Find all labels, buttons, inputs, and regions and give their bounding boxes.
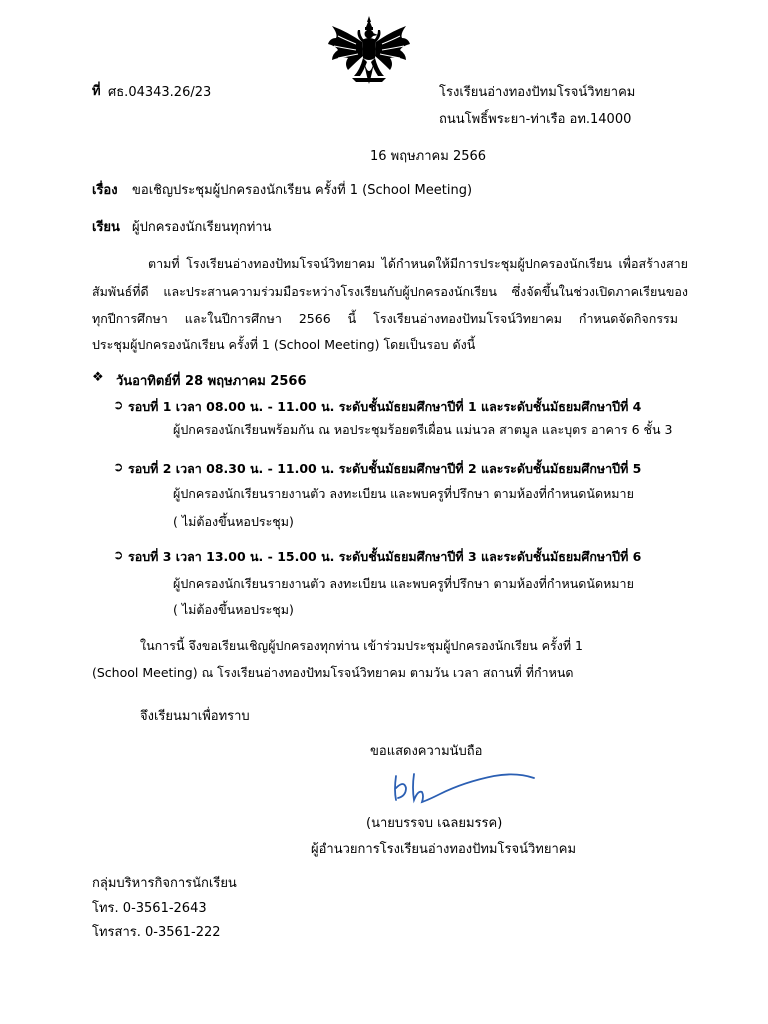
signer-name: (นายบรรจบ เฉลยมรรค) xyxy=(366,816,503,831)
closing-line-2: (School Meeting) ณ โรงเรียนอ่างทองปัทมโรจน์วิทยาคม ตามวัน เวลา สถานที่ ที่กำหนด xyxy=(92,665,574,680)
arrow-bullet-icon: ➲ xyxy=(113,547,124,562)
round-3-title: รอบที่ 3 เวลา 13.00 น. - 15.00 น. ระดับชั้นมัธยมศึกษาปีที่ 3 และระดับชั้นมัธยมศึกษาปีที่ 6 xyxy=(128,549,642,564)
closing-line-1: ในการนี้ จึงขอเรียนเชิญผู้ปกครองทุกท่าน เข้าร่วมประชุมผู้ปกครองนักเรียน ครั้งที่ 1 xyxy=(140,638,584,653)
inform-line: จึงเรียนมาเพื่อทราบ xyxy=(140,709,250,724)
round-3-note: ( ไม่ต้องขึ้นหอประชุม) xyxy=(173,602,294,617)
paragraph-line-4: ประชุมผู้ปกครองนักเรียน ครั้งที่ 1 (School Meeting) โดยเป็นรอบ ดังนี้ xyxy=(92,337,476,352)
arrow-bullet-icon: ➲ xyxy=(113,459,124,474)
department: กลุ่มบริหารกิจการนักเรียน xyxy=(92,876,237,891)
paragraph-line-2: สัมพันธ์ที่ดี และประสานความร่วมมือระหว่างโรงเรียนกับผู้ปกครองนักเรียน ซึ่งจัดขึ้นในช่วงเปิดภาคเรียนของ xyxy=(92,284,688,299)
meeting-day: วันอาทิตย์ที่ 28 พฤษภาคม 2566 xyxy=(116,374,307,389)
regards: ขอแสดงความนับถือ xyxy=(370,744,483,759)
phone-number: โทร. 0-3561-2643 xyxy=(92,901,207,916)
garuda-emblem xyxy=(326,14,412,88)
reference-label: ที่ xyxy=(92,84,101,99)
letter-date: 16 พฤษภาคม 2566 xyxy=(370,149,487,164)
salutation-label: เรียน xyxy=(92,220,120,235)
paragraph-line-1: ตามที่ โรงเรียนอ่างทองปัทมโรจน์วิทยาคม ได้กำหนดให้มีการประชุมผู้ปกครองนักเรียน เพื่อสร้างสาย xyxy=(148,256,688,271)
fax-number: โทรสาร. 0-3561-222 xyxy=(92,925,221,940)
round-2-title: รอบที่ 2 เวลา 08.30 น. - 11.00 น. ระดับชั้นมัธยมศึกษาปีที่ 2 และระดับชั้นมัธยมศึกษาปีที่ 5 xyxy=(128,461,642,476)
round-3-detail: ผู้ปกครองนักเรียนรายงานตัว ลงทะเบียน และพบครูที่ปรึกษา ตามห้องที่กำหนดนัดหมาย xyxy=(173,576,634,591)
school-address: ถนนโพธิ์พระยา-ท่าเรือ อท.14000 xyxy=(439,112,632,127)
school-name: โรงเรียนอ่างทองปัทมโรจน์วิทยาคม xyxy=(439,85,636,100)
round-1-title: รอบที่ 1 เวลา 08.00 น. - 11.00 น. ระดับชั้นมัธยมศึกษาปีที่ 1 และระดับชั้นมัธยมศึกษาปีที่ 4 xyxy=(128,399,642,414)
signer-position: ผู้อำนวยการโรงเรียนอ่างทองปัทมโรจน์วิทยาคม xyxy=(311,842,577,857)
arrow-bullet-icon: ➲ xyxy=(113,397,124,412)
signature-image xyxy=(384,766,540,810)
paragraph-line-3: ทุกปีการศึกษา และในปีการศึกษา 2566 นี้ โรงเรียนอ่างทองปัทมโรจน์วิทยาคม กำหนดจัดกิจกรรม xyxy=(92,311,678,326)
subject-text: ขอเชิญประชุมผู้ปกครองนักเรียน ครั้งที่ 1 (School Meeting) xyxy=(132,183,473,198)
round-2-detail: ผู้ปกครองนักเรียนรายงานตัว ลงทะเบียน และพบครูที่ปรึกษา ตามห้องที่กำหนดนัดหมาย xyxy=(173,486,634,501)
reference-number: ศธ.04343.26/23 xyxy=(108,85,212,100)
round-2-note: ( ไม่ต้องขึ้นหอประชุม) xyxy=(173,514,294,529)
subject-label: เรื่อง xyxy=(92,183,118,198)
salutation-text: ผู้ปกครองนักเรียนทุกท่าน xyxy=(132,220,272,235)
round-1-detail: ผู้ปกครองนักเรียนพร้อมกัน ณ หอประชุมร้อยตรีเผื่อน แม่นวล สาตมูล และบุตร อาคาร 6 ชั้น 3 xyxy=(173,422,673,437)
diamond-bullet-icon: ❖ xyxy=(92,370,104,385)
